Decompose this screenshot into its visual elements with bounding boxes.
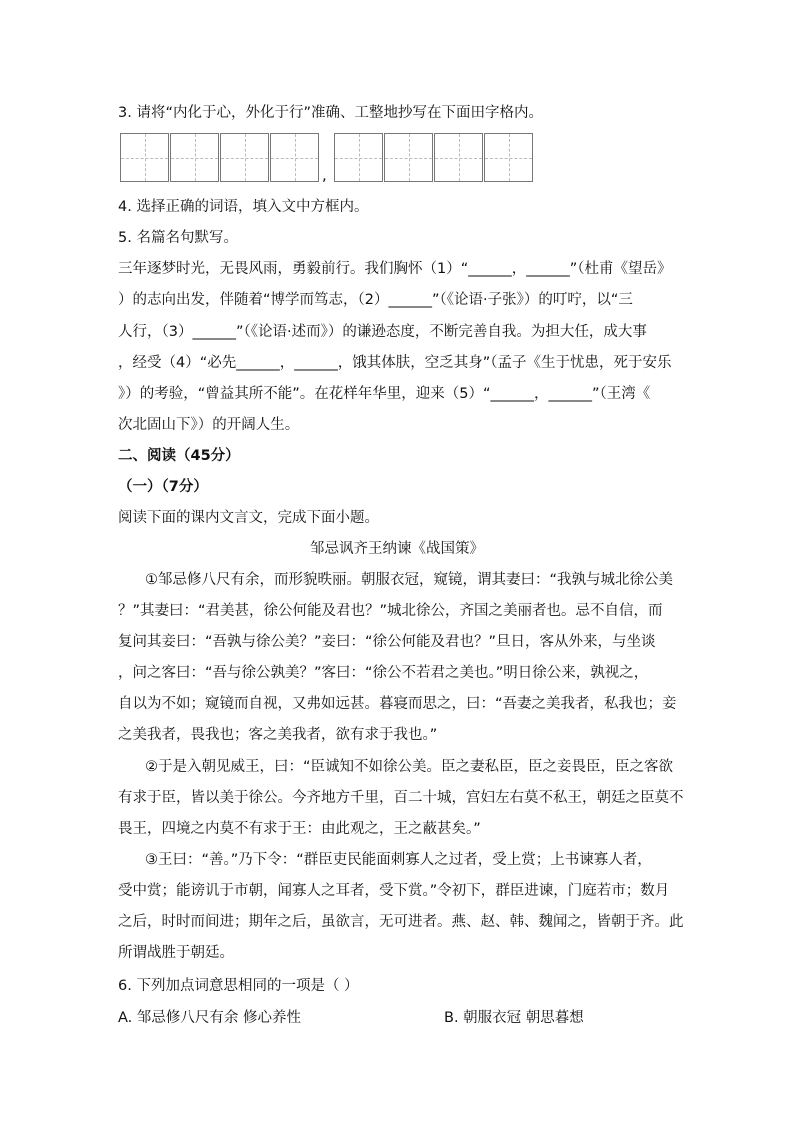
- question-3-text: 3. 请将“内化于心，外化于行”准确、工整地抄写在下面田字格内。: [118, 105, 543, 121]
- passage-line: ②于是入朝见威王，曰：“臣诚知不如徐公美。臣之妻私臣，臣之妾畏臣，臣之客欲: [145, 759, 674, 775]
- passage-line: 畏王，四境之内莫不有求于王：由此观之，王之蔽甚矣。”: [118, 821, 481, 837]
- passage-line: ①邹忌修八尺有余，而形貌昳丽。朝服衣冠，窥镜，谓其妻曰：“我孰与城北徐公美: [145, 572, 674, 588]
- reading-instruction: 阅读下面的课内文言文，完成下面小题。: [118, 510, 379, 526]
- q5-line: ，经受（4）“必先______，______，饿其体肤，空乏其身”（孟子《生于忧患，死于安乐: [118, 355, 672, 371]
- tianzige-grid-right: [334, 133, 534, 182]
- subsection-heading: （一）（7分）: [118, 479, 208, 495]
- passage-line: 自以为不如；窥镜而自视，又弗如远甚。暮寝而思之，曰：“吾妻之美我者，私我也；妾: [118, 696, 677, 712]
- tianzige-cell[interactable]: [334, 133, 383, 182]
- passage-line: 复问其妾曰：“吾孰与徐公美？”妾曰：“徐公何能及君也？”旦日，客从外来，与坐谈: [118, 634, 656, 650]
- tianzige-grid-left: [120, 133, 320, 182]
- passage-line: 所谓战胜于朝廷。: [118, 945, 234, 961]
- tianzige-cell[interactable]: [384, 133, 433, 182]
- section-2-heading: 二、阅读（45分）: [118, 448, 240, 464]
- q5-line: ）的志向出发，伴随着“博学而笃志，（2）______”（《论语·子张》）的叮咛，以“三: [118, 292, 633, 308]
- q5-line: 人行，（3）______”（《论语·述而》）的谦逊态度，不断完善自我。为担大任，成大事: [118, 324, 647, 340]
- passage-line: 之美我者，畏我也；客之美我者，欲有求于我也。”: [118, 727, 438, 743]
- passage-line: ，问之客曰：“吾与徐公孰美？”客曰：“徐公不若君之美也。”明日徐公来，孰视之，: [118, 665, 649, 681]
- tianzige-cell[interactable]: [220, 133, 269, 182]
- tianzige-cell[interactable]: [434, 133, 483, 182]
- question-6-stem: 6. 下列加点词意思相同的一项是（ ）: [118, 978, 359, 994]
- q5-line: 三年逐梦时光，无畏风雨，勇毅前行。我们胸怀（1）“______，______”（杜甫《望岳》: [118, 261, 672, 277]
- tianzige-cell[interactable]: [270, 133, 319, 182]
- tianzige-cell[interactable]: [484, 133, 533, 182]
- passage-line: 有求于臣，皆以美于徐公。今齐地方千里，百二十城，宫妇左右莫不私王，朝廷之臣莫不: [118, 790, 684, 806]
- q5-line: 》）的考验，“曾益其所不能”。在花样年华里，迎来（5）“______，______”（王湾《: [118, 386, 651, 402]
- question-4-text: 4. 选择正确的词语，填入文中方框内。: [118, 199, 369, 215]
- question-6-option-b[interactable]: B. 朝服衣冠 朝思暮想: [444, 1010, 584, 1026]
- passage-line: 之后，时时而间进；期年之后，虽欲言，无可进者。燕、赵、韩、魏闻之，皆朝于齐。此: [118, 914, 684, 930]
- grid-comma: ,: [322, 166, 327, 184]
- tianzige-cell[interactable]: [170, 133, 219, 182]
- passage-title: 邹忌讽齐王纳谏《战国策》: [310, 541, 484, 557]
- passage-line: 受中赏；能谤讥于市朝，闻寡人之耳者，受下赏。”令初下，群臣进谏，门庭若市；数月: [118, 883, 670, 899]
- q5-line: 次北固山下》）的开阔人生。: [118, 417, 300, 433]
- passage-line: ？”其妻曰：“君美甚，徐公何能及君也？”城北徐公，齐国之美丽者也。忌不自信，而: [118, 603, 663, 619]
- question-5-title: 5. 名篇名句默写。: [118, 230, 238, 246]
- tianzige-cell[interactable]: [120, 133, 169, 182]
- question-6-option-a[interactable]: A. 邹忌修八尺有余 修心养性: [118, 1010, 301, 1026]
- passage-line: ③王曰：“善。”乃下令：“群臣吏民能面刺寡人之过者，受上赏；上书谏寡人者，: [145, 852, 652, 868]
